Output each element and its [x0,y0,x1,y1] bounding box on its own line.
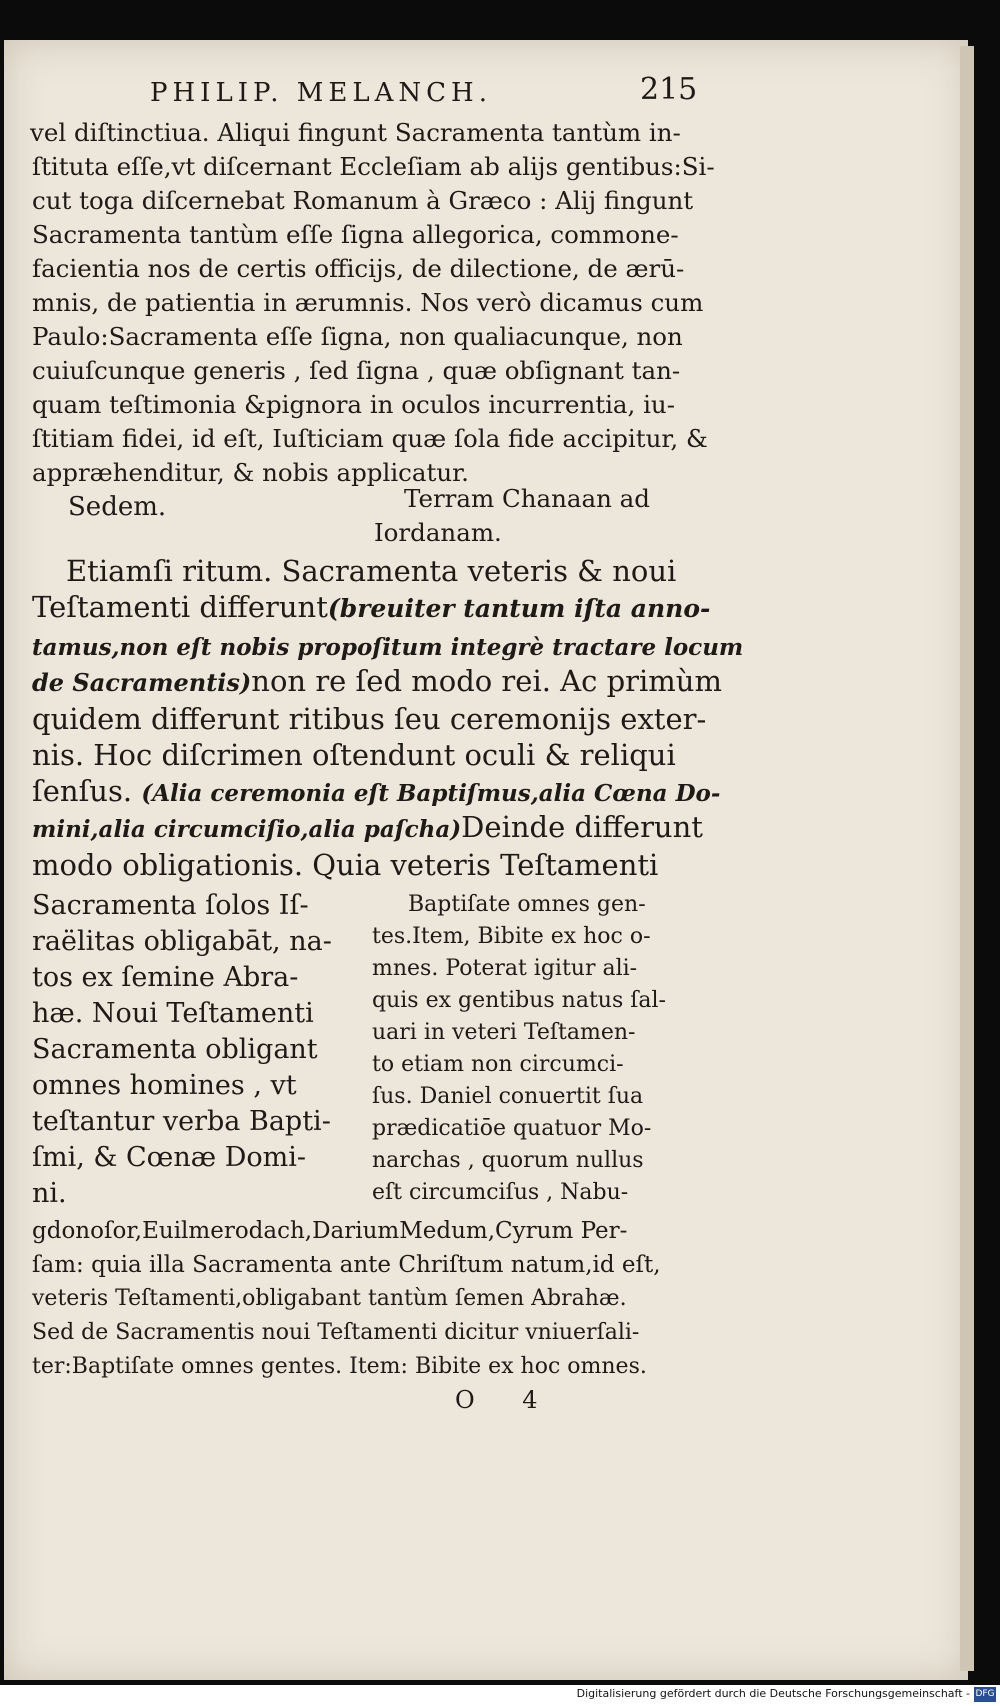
italic-text: de Sacramentis) [32,668,252,697]
body-line: facientia nos de certis officijs, de dilectione, de ærū- [32,254,685,283]
dfg-logo: DFG [974,1687,996,1702]
body-line: vel diſtinctiua. Aliqui fingunt Sacramenta tantùm in- [30,118,681,147]
large-line [32,738,676,772]
body-line: quam teſtimonia &pignora in oculos incurrentia, iu- [32,390,675,419]
body-line: mnis, de patientia in ærumnis. Nos verò dicamus cum [32,288,704,317]
roman-text: Etiamſi ritum. Sacramenta veteris & noui [66,554,677,588]
italic-text: tamus,non eſt nobis propoſitum integrè tractare locum [32,634,744,661]
page-edge [960,46,974,1671]
large-line [32,774,720,808]
left-column-line: ſmi, & Cœnæ Domi- [32,1142,306,1173]
right-column-line: to etiam non circumci- [372,1052,624,1077]
body-line: gdonoſor,Euilmerodach,DariumMedum,Cyrum Per- [32,1218,628,1244]
roman-text: modo obligationis. Quia veteris Teſtamenti [32,848,659,882]
left-column-line: ni. [32,1178,67,1209]
body-line: ſtitiam fidei, id eſt, Iuſticiam quæ ſola fide accipitur, & [32,424,708,453]
large-line [32,590,710,624]
page-number: 215 [640,72,698,107]
gloss-line: Iordanam. [374,518,502,547]
left-column-line: Sacramenta ſolos Iſ- [32,890,309,921]
running-title: PHILIP. MELANCH. [150,78,492,108]
right-column-line: tes.Item, Bibite ex hoc o- [372,924,651,949]
body-line: veteris Teſtamenti,obligabant tantùm ſemen Abrahæ. [32,1286,627,1311]
right-column-line: narchas , quorum nullus [372,1148,644,1173]
roman-text: quidem differunt ritibus ſeu ceremonijs exter- [32,702,707,736]
large-line [32,628,743,662]
body-line: cut toga diſcernebat Romanum à Græco : Alij fingunt [32,186,694,215]
lemma-sedem: Sedem. [68,492,167,522]
large-line [32,810,703,844]
right-column-line: mnes. Poterat igitur ali- [372,956,638,981]
body-line: cuiuſcunque generis , ſed ſigna , quæ obſignant tan- [32,356,681,385]
italic-text: (breuiter tantum iſta anno- [327,594,711,623]
roman-text: nis. Hoc diſcrimen oſtendunt oculi & reliqui [32,738,676,772]
italic-text: (Alia ceremonia eſt Baptiſmus,alia Cœna Do- [141,780,721,807]
right-column-line: quis ex gentibus natus ſal- [372,988,666,1013]
roman-text: ſenſus. [32,774,133,808]
body-line: ter:Baptiſate omnes gentes. Item: Bibite ex hoc omnes. [32,1354,647,1379]
left-column-line: hæ. Noui Teſtamenti [32,998,314,1029]
gloss-line: Terram Chanaan ad [404,484,650,513]
body-line: Sed de Sacramentis noui Teſtamenti dicitur vniuerſali- [32,1320,640,1345]
footer-bar [0,1685,1000,1706]
right-column-line: Baptiſate omnes gen- [408,892,646,917]
roman-text: Deinde differunt [461,810,703,844]
italic-text: mini,alia circumciſio,alia paſcha) [32,816,462,843]
footer-credit: Digitalisierung gefördert durch die Deutsche Forschungsgemeinschaft - [576,1687,970,1700]
body-line: appræhenditur, & nobis applicatur. [32,458,469,487]
right-column-line: eſt circumciſus , Nabu- [372,1180,629,1205]
left-column-line: raëlitas obligabāt, na- [32,926,332,957]
large-line [32,664,722,698]
body-line: Sacramenta tantùm eſſe ſigna allegorica, commone- [32,220,679,249]
left-column-line: tos ex ſemine Abra- [32,962,299,993]
large-line [32,848,658,882]
left-column-line: omnes homines , vt [32,1070,297,1101]
large-line [66,554,676,588]
signature-mark: O 4 [455,1386,558,1414]
left-column-line: teſtantur verba Bapti- [32,1106,331,1137]
body-line: ſtituta eſſe,vt diſcernant Eccleſiam ab alijs gentibus:Si- [32,152,715,181]
roman-text: Teſtamenti differunt [32,590,328,624]
right-column-line: prædicatiōe quatuor Mo- [372,1116,652,1141]
body-line: Paulo:Sacramenta eſſe ſigna, non qualiacunque, non [32,322,683,351]
right-column-line: uari in veteri Teſtamen- [372,1020,636,1045]
right-column-line: ſus. Daniel conuertit ſua [372,1084,644,1109]
left-column-line: Sacramenta obligant [32,1034,318,1065]
roman-text: non re ſed modo rei. Ac primùm [251,664,722,698]
large-line [32,702,706,736]
body-line: ſam: quia illa Sacramenta ante Chriſtum natum,id eſt, [32,1252,661,1278]
